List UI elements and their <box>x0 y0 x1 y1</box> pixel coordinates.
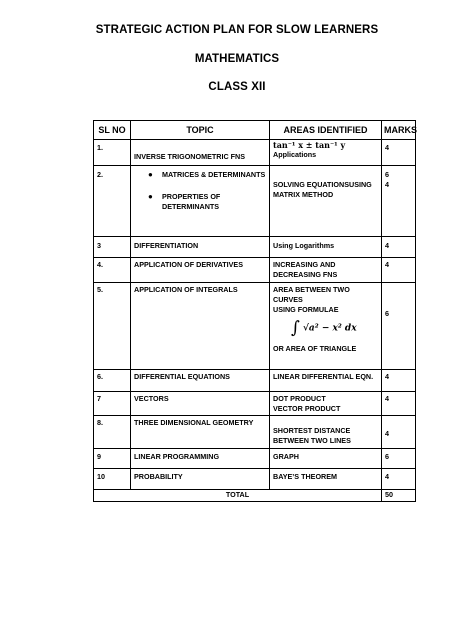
table-row <box>94 140 416 166</box>
area-cell: SOLVING EQUATIONSUSING MATRIX METHOD <box>270 166 382 237</box>
sl-no-cell: 10 <box>94 469 131 490</box>
marks-cell: 4 <box>382 416 416 449</box>
table-row <box>94 283 416 370</box>
area-text: USING FORMULAE <box>273 305 339 314</box>
area-text: VECTOR PRODUCT <box>273 404 341 413</box>
table-row <box>94 392 416 416</box>
area-cell <box>270 283 382 370</box>
total-marks: 50 <box>382 490 416 502</box>
sl-no-cell: 7 <box>94 392 131 416</box>
topic-cell: THREE DIMENSIONAL GEOMETRY <box>131 416 270 449</box>
col-header-areas: AREAS IDENTIFIED <box>270 121 382 140</box>
total-row <box>94 490 416 502</box>
table-row <box>94 370 416 392</box>
sl-no-cell: 8. <box>94 416 131 449</box>
col-header-topic: TOPIC <box>131 121 270 140</box>
area-text: OR AREA OF TRIANGLE <box>273 343 357 353</box>
integral-expression: √a² − x² dx <box>303 323 357 334</box>
topic-cell: APPLICATION OF INTEGRALS <box>131 283 270 370</box>
integral-formula <box>273 315 378 342</box>
marks-cell <box>382 166 416 237</box>
area-text: DOT PRODUCT <box>273 394 326 403</box>
table-row <box>94 416 416 449</box>
area-cell: INCREASING AND DECREASING FNS <box>270 258 382 283</box>
sl-no-cell: 4. <box>94 258 131 283</box>
topic-cell <box>131 166 270 237</box>
bullet-icon: ● <box>148 192 153 201</box>
table-row <box>94 258 416 283</box>
area-text: AREA BETWEEN TWO CURVES <box>273 285 350 304</box>
marks-cell: 4 <box>382 392 416 416</box>
topic-cell: DIFFERENTIAL EQUATIONS <box>131 370 270 392</box>
topic-text: PROPERTIES OF DETERMINANTS <box>162 192 221 211</box>
sl-no-cell: 5. <box>94 283 131 370</box>
table-row <box>94 166 416 237</box>
area-cell: SHORTEST DISTANCE BETWEEN TWO LINES <box>270 416 382 449</box>
area-cell: BAYE’S THEOREM <box>270 469 382 490</box>
topic-cell: DIFFERENTIATION <box>131 237 270 258</box>
area-cell <box>270 140 382 166</box>
marks-cell: 6 <box>382 283 416 370</box>
marks-cell: 4 <box>382 140 416 166</box>
sl-no-cell: 2. <box>94 166 131 237</box>
topic-cell: INVERSE TRIGONOMETRIC FNS <box>131 140 270 166</box>
area-cell: LINEAR DIFFERENTIAL EQN. <box>270 370 382 392</box>
subject-heading: MATHEMATICS <box>194 53 280 65</box>
area-cell: GRAPH <box>270 449 382 469</box>
inverse-trig-formula: tan⁻¹ x ± tan⁻¹ y <box>273 140 346 150</box>
col-header-marks: MARKS <box>382 121 416 140</box>
marks-cell: 4 <box>382 370 416 392</box>
topic-cell: APPLICATION OF DERIVATIVES <box>131 258 270 283</box>
marks-cell: 4 <box>382 258 416 283</box>
topic-cell: VECTORS <box>131 392 270 416</box>
table-header-row <box>94 121 416 140</box>
bullet-icon: ● <box>148 170 153 179</box>
table-row <box>94 237 416 258</box>
sl-no-cell: 9 <box>94 449 131 469</box>
class-heading: CLASS XII <box>208 81 266 93</box>
topic-cell: LINEAR PROGRAMMING <box>131 449 270 469</box>
action-plan-table <box>93 120 416 502</box>
document-title: STRATEGIC ACTION PLAN FOR SLOW LEARNERS <box>95 24 379 36</box>
marks-cell: 4 <box>382 469 416 490</box>
marks-cell: 4 <box>382 237 416 258</box>
marks-value: 6 <box>385 170 389 179</box>
table-row <box>94 469 416 490</box>
area-cell: Using Logarithms <box>270 237 382 258</box>
sl-no-cell: 3 <box>94 237 131 258</box>
col-header-sl-no: SL NO <box>94 121 131 140</box>
topic-text: MATRICES & DETERMINANTS <box>162 170 266 179</box>
topic-cell: PROBABILITY <box>131 469 270 490</box>
area-cell <box>270 392 382 416</box>
sl-no-cell: 6. <box>94 370 131 392</box>
total-label: TOTAL <box>94 490 382 502</box>
list-item <box>148 170 266 180</box>
marks-cell: 6 <box>382 449 416 469</box>
integral-sign-icon: ∫ <box>291 318 300 338</box>
area-text: Applications <box>273 150 317 159</box>
marks-value: 4 <box>385 180 389 189</box>
table-row <box>94 449 416 469</box>
list-item <box>148 192 266 212</box>
sl-no-cell: 1. <box>94 140 131 166</box>
